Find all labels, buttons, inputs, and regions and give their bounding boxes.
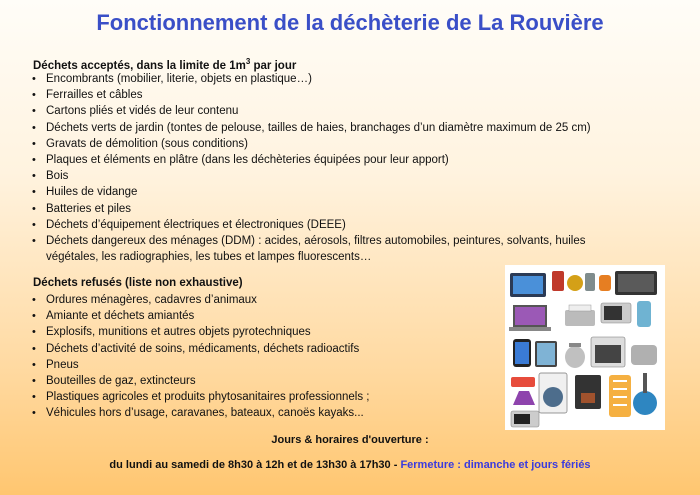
list-item: • Déchets d’équipement électriques et électroniques (DEEE) xyxy=(30,217,636,233)
accepted-heading xyxy=(33,57,296,72)
appliances-icon xyxy=(505,265,665,430)
hours-title: Jours & horaires d'ouverture : xyxy=(271,434,429,446)
list-item: • Huiles de vidange xyxy=(30,184,636,200)
list-item: • Explosifs, munitions et autres objets pyrotechniques xyxy=(30,324,369,340)
accepted-list xyxy=(30,71,636,265)
list-item: • Ferrailles et câbles xyxy=(30,87,636,103)
list-item: • Déchets verts de jardin (tontes de pelouse, tailles de haies, branchages d’un diamètre maximum de 25 cm) xyxy=(30,120,636,136)
accepted-heading-suffix: par jour xyxy=(250,59,297,72)
appliances-illustration xyxy=(505,265,665,430)
list-item: • Cartons pliés et vidés de leur contenu xyxy=(30,103,636,119)
list-item: • Véhicules hors d’usage, caravanes, bateaux, canoës kayaks... xyxy=(30,405,369,421)
list-item: • Batteries et piles xyxy=(30,201,636,217)
hours-schedule: du lundi au samedi de 8h30 à 12h et de 13h30 à 17h30 - xyxy=(109,459,401,471)
list-item: • Pneus xyxy=(30,357,369,373)
list-item: • Gravats de démolition (sous conditions) xyxy=(30,136,636,152)
accepted-heading-text: Déchets acceptés, dans la limite de 1m xyxy=(33,59,246,72)
list-item: • Déchets dangereux des ménages (DDM) : acides, aérosols, filtres automobiles, peintures, solvants, huiles végétales, les radiographies, les tubes et lampes fluorescents… xyxy=(30,233,636,265)
list-item: • Encombrants (mobilier, literie, objets en plastique…) xyxy=(30,71,636,87)
hours-line xyxy=(0,459,700,471)
list-item: • Plastiques agricoles et produits phytosanitaires professionnels ; xyxy=(30,389,369,405)
refused-list xyxy=(30,292,369,422)
list-item: • Bouteilles de gaz, extincteurs xyxy=(30,373,369,389)
closing-days: Fermeture : dimanche et jours fériés xyxy=(400,459,591,471)
list-item: • Ordures ménagères, cadavres d’animaux xyxy=(30,292,369,308)
list-item: • Plaques et éléments en plâtre (dans les déchèteries équipées pour leur apport) xyxy=(30,152,636,168)
list-item: • Amiante et déchets amiantés xyxy=(30,308,369,324)
list-item: • Déchets d’activité de soins, médicaments, déchets radioactifs xyxy=(30,341,369,357)
page-title: Fonctionnement de la déchèterie de La Rouvière xyxy=(96,10,604,35)
accepted-heading-sup: 3 xyxy=(245,57,251,66)
refused-heading: Déchets refusés (liste non exhaustive) xyxy=(33,277,243,289)
list-item: • Bois xyxy=(30,168,636,184)
